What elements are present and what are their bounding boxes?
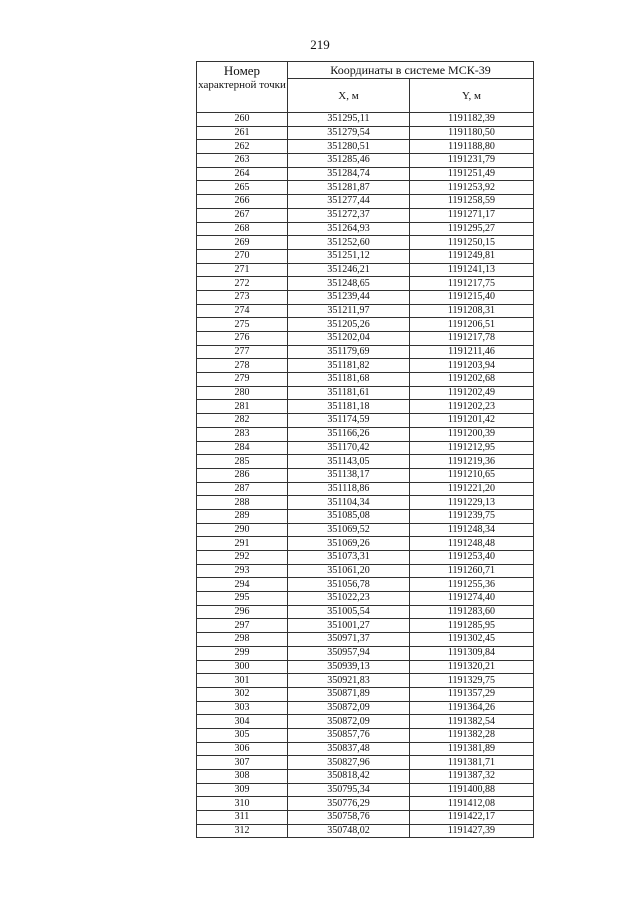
point-number-cell: 266 xyxy=(197,195,288,209)
table-row xyxy=(197,715,534,729)
table-row xyxy=(197,592,534,606)
point-number-cell: 267 xyxy=(197,208,288,222)
y-coordinate-cell: 1191260,71 xyxy=(410,564,534,578)
y-coordinate-cell: 1191202,49 xyxy=(410,386,534,400)
point-number-cell: 273 xyxy=(197,290,288,304)
x-coordinate-cell: 351061,20 xyxy=(288,564,410,578)
x-coordinate-cell: 351281,87 xyxy=(288,181,410,195)
x-coordinate-cell: 351285,46 xyxy=(288,154,410,168)
point-number-cell: 277 xyxy=(197,345,288,359)
y-coordinate-cell: 1191188,80 xyxy=(410,140,534,154)
x-coordinate-cell: 351001,27 xyxy=(288,619,410,633)
point-number-cell: 288 xyxy=(197,496,288,510)
y-coordinate-cell: 1191248,34 xyxy=(410,523,534,537)
point-number-cell: 261 xyxy=(197,126,288,140)
x-coordinate-cell: 350758,76 xyxy=(288,811,410,825)
x-coordinate-cell: 351170,42 xyxy=(288,441,410,455)
x-coordinate-cell: 350818,42 xyxy=(288,770,410,784)
x-coordinate-cell: 350939,13 xyxy=(288,660,410,674)
x-coordinate-cell: 351138,17 xyxy=(288,468,410,482)
x-coordinate-cell: 351022,23 xyxy=(288,592,410,606)
point-number-cell: 271 xyxy=(197,263,288,277)
point-number-cell: 296 xyxy=(197,605,288,619)
x-coordinate-cell: 351251,12 xyxy=(288,249,410,263)
y-coordinate-cell: 1191206,51 xyxy=(410,318,534,332)
point-number-title: Номер xyxy=(223,63,261,78)
x-coordinate-cell: 351295,11 xyxy=(288,113,410,127)
table-row xyxy=(197,304,534,318)
table-row xyxy=(197,633,534,647)
y-coordinate-cell: 1191212,95 xyxy=(410,441,534,455)
x-coordinate-cell: 351284,74 xyxy=(288,167,410,181)
y-coordinate-cell: 1191249,81 xyxy=(410,249,534,263)
y-coordinate-cell: 1191217,75 xyxy=(410,277,534,291)
point-number-cell: 310 xyxy=(197,797,288,811)
table-row xyxy=(197,523,534,537)
table-row xyxy=(197,222,534,236)
y-coordinate-cell: 1191285,95 xyxy=(410,619,534,633)
x-coordinate-cell: 350776,29 xyxy=(288,797,410,811)
y-coordinate-cell: 1191231,79 xyxy=(410,154,534,168)
table-row xyxy=(197,824,534,838)
point-number-cell: 297 xyxy=(197,619,288,633)
table-row xyxy=(197,195,534,209)
point-number-cell: 302 xyxy=(197,687,288,701)
table-row xyxy=(197,660,534,674)
y-coordinate-cell: 1191182,39 xyxy=(410,113,534,127)
y-coordinate-cell: 1191302,45 xyxy=(410,633,534,647)
y-coordinate-cell: 1191381,89 xyxy=(410,742,534,756)
table-row xyxy=(197,167,534,181)
x-coordinate-cell: 350837,48 xyxy=(288,742,410,756)
point-number-cell: 300 xyxy=(197,660,288,674)
y-coordinate-cell: 1191400,88 xyxy=(410,783,534,797)
table-row xyxy=(197,332,534,346)
table-row xyxy=(197,290,534,304)
x-coordinate-cell: 350871,89 xyxy=(288,687,410,701)
point-number-cell: 278 xyxy=(197,359,288,373)
x-coordinate-cell: 351280,51 xyxy=(288,140,410,154)
x-coordinate-cell: 351118,86 xyxy=(288,482,410,496)
table-header xyxy=(197,62,534,113)
x-coordinate-cell: 351104,34 xyxy=(288,496,410,510)
x-coordinate-cell: 350857,76 xyxy=(288,728,410,742)
y-coordinate-cell: 1191422,17 xyxy=(410,811,534,825)
table-row xyxy=(197,318,534,332)
y-coordinate-cell: 1191412,08 xyxy=(410,797,534,811)
y-coordinate-cell: 1191202,68 xyxy=(410,373,534,387)
x-coordinate-cell: 350872,09 xyxy=(288,701,410,715)
y-coordinate-cell: 1191364,26 xyxy=(410,701,534,715)
x-coordinate-cell: 351279,54 xyxy=(288,126,410,140)
point-number-cell: 286 xyxy=(197,468,288,482)
table-row xyxy=(197,427,534,441)
x-coordinate-cell: 351143,05 xyxy=(288,455,410,469)
y-coordinate-cell: 1191283,60 xyxy=(410,605,534,619)
x-coordinate-cell: 351073,31 xyxy=(288,551,410,565)
y-coordinate-cell: 1191258,59 xyxy=(410,195,534,209)
x-coordinate-cell: 351181,61 xyxy=(288,386,410,400)
table-row xyxy=(197,455,534,469)
table-row xyxy=(197,728,534,742)
y-coordinate-cell: 1191241,13 xyxy=(410,263,534,277)
y-coordinate-cell: 1191210,65 xyxy=(410,468,534,482)
x-coordinate-cell: 351056,78 xyxy=(288,578,410,592)
y-coordinate-cell: 1191200,39 xyxy=(410,427,534,441)
point-number-cell: 309 xyxy=(197,783,288,797)
point-number-cell: 291 xyxy=(197,537,288,551)
y-coordinate-cell: 1191215,40 xyxy=(410,290,534,304)
table-row xyxy=(197,249,534,263)
point-number-cell: 275 xyxy=(197,318,288,332)
x-coordinate-cell: 351272,37 xyxy=(288,208,410,222)
x-coordinate-cell: 351246,21 xyxy=(288,263,410,277)
y-coordinate-cell: 1191202,23 xyxy=(410,400,534,414)
x-coordinate-cell: 350921,83 xyxy=(288,674,410,688)
point-number-cell: 306 xyxy=(197,742,288,756)
point-number-cell: 281 xyxy=(197,400,288,414)
y-coordinate-cell: 1191274,40 xyxy=(410,592,534,606)
y-coordinate-cell: 1191309,84 xyxy=(410,646,534,660)
y-coordinate-cell: 1191387,32 xyxy=(410,770,534,784)
y-column-header: Y, м xyxy=(410,79,534,113)
point-number-cell: 303 xyxy=(197,701,288,715)
x-coordinate-cell: 351181,68 xyxy=(288,373,410,387)
table-row xyxy=(197,783,534,797)
x-coordinate-cell: 351277,44 xyxy=(288,195,410,209)
y-coordinate-cell: 1191320,21 xyxy=(410,660,534,674)
table-row xyxy=(197,468,534,482)
table-row xyxy=(197,742,534,756)
x-coordinate-cell: 350971,37 xyxy=(288,633,410,647)
y-coordinate-cell: 1191382,28 xyxy=(410,728,534,742)
table-row xyxy=(197,578,534,592)
x-coordinate-cell: 351005,54 xyxy=(288,605,410,619)
table-row xyxy=(197,126,534,140)
table-row xyxy=(197,811,534,825)
point-number-cell: 276 xyxy=(197,332,288,346)
point-number-cell: 305 xyxy=(197,728,288,742)
x-coordinate-cell: 351211,97 xyxy=(288,304,410,318)
table-row xyxy=(197,414,534,428)
point-number-header xyxy=(197,62,288,113)
x-coordinate-cell: 350795,34 xyxy=(288,783,410,797)
table-row xyxy=(197,496,534,510)
table-row xyxy=(197,564,534,578)
x-coordinate-cell: 351166,26 xyxy=(288,427,410,441)
table-row xyxy=(197,263,534,277)
table-row xyxy=(197,674,534,688)
point-number-cell: 311 xyxy=(197,811,288,825)
y-coordinate-cell: 1191381,71 xyxy=(410,756,534,770)
x-coordinate-cell: 351248,65 xyxy=(288,277,410,291)
x-coordinate-cell: 351264,93 xyxy=(288,222,410,236)
point-number-cell: 263 xyxy=(197,154,288,168)
table-row xyxy=(197,619,534,633)
point-number-cell: 307 xyxy=(197,756,288,770)
point-number-cell: 289 xyxy=(197,509,288,523)
point-number-cell: 295 xyxy=(197,592,288,606)
x-coordinate-cell: 351205,26 xyxy=(288,318,410,332)
point-number-cell: 268 xyxy=(197,222,288,236)
table-row xyxy=(197,687,534,701)
x-coordinate-cell: 351181,18 xyxy=(288,400,410,414)
y-coordinate-cell: 1191271,17 xyxy=(410,208,534,222)
table-row xyxy=(197,181,534,195)
x-coordinate-cell: 351202,04 xyxy=(288,332,410,346)
point-number-cell: 312 xyxy=(197,824,288,838)
point-number-cell: 260 xyxy=(197,113,288,127)
table-row xyxy=(197,509,534,523)
table-row xyxy=(197,441,534,455)
y-coordinate-cell: 1191382,54 xyxy=(410,715,534,729)
table-row xyxy=(197,113,534,127)
x-coordinate-cell: 351239,44 xyxy=(288,290,410,304)
point-number-cell: 292 xyxy=(197,551,288,565)
y-coordinate-cell: 1191357,29 xyxy=(410,687,534,701)
x-coordinate-cell: 350872,09 xyxy=(288,715,410,729)
table-row xyxy=(197,756,534,770)
table-row xyxy=(197,551,534,565)
point-number-cell: 264 xyxy=(197,167,288,181)
point-number-cell: 269 xyxy=(197,236,288,250)
y-coordinate-cell: 1191251,49 xyxy=(410,167,534,181)
x-coordinate-cell: 351181,82 xyxy=(288,359,410,373)
x-coordinate-cell: 350957,94 xyxy=(288,646,410,660)
point-number-cell: 301 xyxy=(197,674,288,688)
y-coordinate-cell: 1191255,36 xyxy=(410,578,534,592)
table-row xyxy=(197,277,534,291)
y-coordinate-cell: 1191201,42 xyxy=(410,414,534,428)
coordinates-system-header: Координаты в системе МСК-39 xyxy=(288,62,534,79)
point-number-cell: 293 xyxy=(197,564,288,578)
table-row xyxy=(197,605,534,619)
y-coordinate-cell: 1191427,39 xyxy=(410,824,534,838)
point-number-cell: 280 xyxy=(197,386,288,400)
x-coordinate-cell: 351069,26 xyxy=(288,537,410,551)
x-coordinate-cell: 351069,52 xyxy=(288,523,410,537)
coordinates-table xyxy=(196,61,534,838)
table-row xyxy=(197,140,534,154)
y-coordinate-cell: 1191253,92 xyxy=(410,181,534,195)
y-coordinate-cell: 1191203,94 xyxy=(410,359,534,373)
x-coordinate-cell: 350748,02 xyxy=(288,824,410,838)
point-number-cell: 287 xyxy=(197,482,288,496)
table-row xyxy=(197,373,534,387)
point-number-cell: 265 xyxy=(197,181,288,195)
point-number-cell: 282 xyxy=(197,414,288,428)
y-coordinate-cell: 1191239,75 xyxy=(410,509,534,523)
y-coordinate-cell: 1191229,13 xyxy=(410,496,534,510)
x-coordinate-cell: 351179,69 xyxy=(288,345,410,359)
table-row xyxy=(197,236,534,250)
table-row xyxy=(197,797,534,811)
point-number-cell: 283 xyxy=(197,427,288,441)
y-coordinate-cell: 1191250,15 xyxy=(410,236,534,250)
y-coordinate-cell: 1191211,46 xyxy=(410,345,534,359)
table-row xyxy=(197,482,534,496)
table-row xyxy=(197,154,534,168)
y-coordinate-cell: 1191248,48 xyxy=(410,537,534,551)
table-row xyxy=(197,400,534,414)
page-number: 219 xyxy=(310,37,330,52)
y-coordinate-cell: 1191219,36 xyxy=(410,455,534,469)
y-coordinate-cell: 1191180,50 xyxy=(410,126,534,140)
table-row xyxy=(197,345,534,359)
x-coordinate-cell: 351252,60 xyxy=(288,236,410,250)
point-number-subtitle: характерной точки xyxy=(198,79,286,91)
table-row xyxy=(197,701,534,715)
point-number-cell: 285 xyxy=(197,455,288,469)
table-row xyxy=(197,770,534,784)
point-number-cell: 262 xyxy=(197,140,288,154)
table-row xyxy=(197,537,534,551)
point-number-cell: 274 xyxy=(197,304,288,318)
point-number-cell: 272 xyxy=(197,277,288,291)
table-body xyxy=(197,113,534,838)
y-coordinate-cell: 1191295,27 xyxy=(410,222,534,236)
y-coordinate-cell: 1191329,75 xyxy=(410,674,534,688)
point-number-cell: 290 xyxy=(197,523,288,537)
y-coordinate-cell: 1191221,20 xyxy=(410,482,534,496)
y-coordinate-cell: 1191253,40 xyxy=(410,551,534,565)
table-row xyxy=(197,359,534,373)
point-number-cell: 279 xyxy=(197,373,288,387)
point-number-cell: 299 xyxy=(197,646,288,660)
x-coordinate-cell: 350827,96 xyxy=(288,756,410,770)
y-coordinate-cell: 1191208,31 xyxy=(410,304,534,318)
table-row xyxy=(197,208,534,222)
y-coordinate-cell: 1191217,78 xyxy=(410,332,534,346)
x-column-header: X, м xyxy=(288,79,410,113)
point-number-cell: 298 xyxy=(197,633,288,647)
point-number-cell: 284 xyxy=(197,441,288,455)
table-row xyxy=(197,646,534,660)
x-coordinate-cell: 351085,08 xyxy=(288,509,410,523)
point-number-cell: 294 xyxy=(197,578,288,592)
point-number-cell: 308 xyxy=(197,770,288,784)
point-number-cell: 304 xyxy=(197,715,288,729)
table-row xyxy=(197,386,534,400)
x-coordinate-cell: 351174,59 xyxy=(288,414,410,428)
point-number-cell: 270 xyxy=(197,249,288,263)
